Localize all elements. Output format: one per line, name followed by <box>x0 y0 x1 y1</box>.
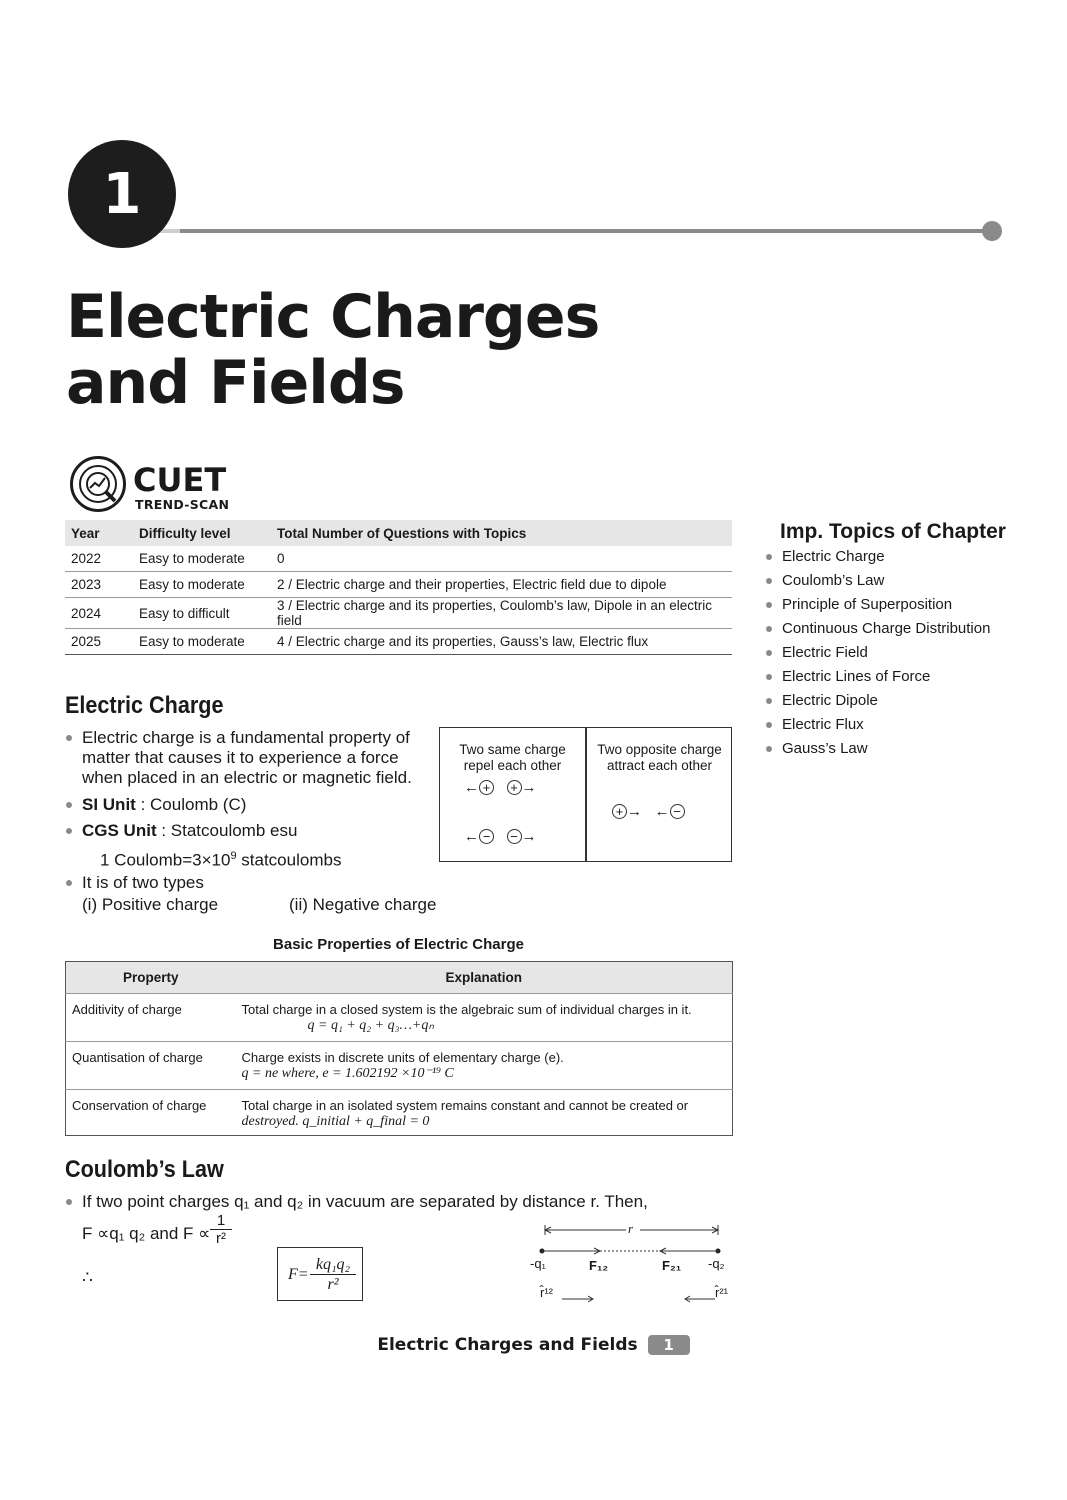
inverse-square-fraction <box>210 1212 232 1247</box>
types-intro-line <box>66 873 204 893</box>
table-cell: 2022 <box>65 546 133 572</box>
arrow-right-icon: → <box>627 803 642 820</box>
formula-denominator: r² <box>327 1276 339 1293</box>
explanation-text: Total charge in a closed system is the algebraic sum of individual charges in it. <box>241 1002 692 1017</box>
chapter-rule <box>100 229 990 233</box>
charge-2-label: -q₂ <box>708 1256 725 1271</box>
si-unit-label: SI Unit <box>82 795 136 814</box>
imp-topics-list <box>766 546 990 762</box>
explanation-formula: q = q₁ + q₂ + q₃…+qₙ <box>307 1018 434 1033</box>
chapter-title-line-2: and Fields <box>66 348 405 418</box>
proportionality <box>82 1224 210 1244</box>
arrow-left-icon: ← <box>464 828 479 845</box>
arrow-right-icon: → <box>521 779 537 796</box>
therefore-symbol: ∴ <box>82 1268 93 1287</box>
table-cell: 0 <box>271 546 732 572</box>
property-explanation <box>236 994 733 1042</box>
bullet-icon <box>66 1199 72 1205</box>
formula-lhs: F= <box>288 1266 309 1283</box>
page-number: 1 <box>648 1335 690 1355</box>
same-charge-caption-line-2: repel each other <box>463 758 562 773</box>
list-item <box>766 714 990 738</box>
bullet-icon <box>66 880 72 886</box>
same-charge-caption <box>440 742 585 774</box>
table-row <box>66 1042 733 1090</box>
conversion-exponent: 9 <box>230 850 237 862</box>
positive-repel-row <box>464 779 537 796</box>
topic-label: Electric Charge <box>782 548 885 565</box>
table-row <box>65 572 732 598</box>
topic-label: Coulomb’s Law <box>782 572 885 589</box>
formula-fraction <box>310 1255 356 1294</box>
properties-header-property: Property <box>66 962 236 994</box>
trend-header-difficulty: Difficulty level <box>133 520 271 546</box>
unit-vector-21-label: r̂²¹ <box>715 1285 728 1300</box>
coulomb-statement: If two point charges q₁ and q₂ in vacuum are separated by distance r. Then, <box>82 1192 648 1211</box>
topic-label: Electric Field <box>782 644 868 661</box>
bullet-icon <box>766 626 772 632</box>
chapter-title-line-1: Electric Charges <box>66 282 600 352</box>
types-intro: It is of two types <box>82 873 204 892</box>
explanation-text: Charge exists in discrete units of elementary charge (e). <box>241 1050 564 1065</box>
properties-header-explanation: Explanation <box>236 962 733 994</box>
minus-charge-icon: − <box>479 829 494 844</box>
coulomb-heading: Coulomb’s Law <box>65 1156 224 1183</box>
chapter-rule-dot <box>982 221 1002 241</box>
table-cell: Easy to difficult <box>133 598 271 629</box>
si-unit-line <box>66 795 246 815</box>
proportionality-text: F ∝q₁ q₂ and F ∝ <box>82 1224 211 1243</box>
negative-repel-row <box>464 828 537 845</box>
plus-charge-icon: + <box>612 804 627 819</box>
table-cell: Easy to moderate <box>133 546 271 572</box>
list-item <box>766 690 990 714</box>
attract-row <box>612 803 685 820</box>
trend-header-questions: Total Number of Questions with Topics <box>271 520 732 546</box>
same-charge-caption-line-1: Two same charge <box>459 742 566 757</box>
trend-header-year: Year <box>65 520 133 546</box>
property-name: Conservation of charge <box>72 1098 207 1113</box>
table-cell: 4 / Electric charge and its properties, Gauss’s law, Electric flux <box>271 629 732 655</box>
list-item <box>766 594 990 618</box>
table-row <box>65 598 732 629</box>
conversion-unit: statcoulombs <box>236 850 342 870</box>
bullet-icon <box>766 746 772 752</box>
opposite-charge-caption <box>587 742 732 774</box>
bullet-icon <box>766 578 772 584</box>
table-row <box>65 629 732 655</box>
bullet-icon <box>766 650 772 656</box>
table-row <box>66 994 733 1042</box>
list-item <box>766 738 990 762</box>
distance-label: r <box>628 1221 634 1236</box>
unit-vector-12-label: r̂¹² <box>540 1285 553 1300</box>
conversion-base: 1 Coulomb=3×10 <box>100 850 231 870</box>
cgs-unit-value: : Statcoulomb esu <box>161 821 298 840</box>
list-item <box>766 642 990 666</box>
conversion-line <box>100 846 341 871</box>
table-row <box>66 1090 733 1136</box>
table-cell: Easy to moderate <box>133 629 271 655</box>
property-name: Quantisation of charge <box>66 1042 236 1090</box>
properties-caption: Basic Properties of Electric Charge <box>273 936 524 953</box>
force-12-label: F₁₂ <box>589 1258 609 1273</box>
minus-charge-icon: − <box>507 829 522 844</box>
bullet-icon <box>766 722 772 728</box>
coulomb-statement-line <box>66 1192 648 1212</box>
cgs-unit-label: CGS Unit <box>82 821 157 840</box>
table-cell: 3 / Electric charge and its properties, Coulomb’s law, Dipole in an electric field <box>271 598 732 629</box>
bullet-icon <box>766 602 772 608</box>
definition-text: Electric charge is a fundamental property of matter that causes it to experience a force when placed in an electric or magnetic field. <box>82 728 412 787</box>
footer-title: Electric Charges and Fields <box>377 1335 638 1355</box>
arrow-left-icon: ← <box>464 779 479 796</box>
charge-1-label: -q₁ <box>530 1256 546 1271</box>
bullet-icon <box>766 554 772 560</box>
bullet-icon <box>66 802 72 808</box>
topic-label: Gauss’s Law <box>782 740 868 757</box>
fraction-denominator: r² <box>216 1230 226 1247</box>
formula-numerator: kq₁q₂ <box>310 1255 356 1275</box>
table-cell: Easy to moderate <box>133 572 271 598</box>
table-cell: 2 / Electric charge and their properties, Electric field due to dipole <box>271 572 732 598</box>
opposite-charge-caption-line-1: Two opposite charge <box>597 742 722 757</box>
fraction-numerator: 1 <box>210 1212 232 1230</box>
coulomb-formula-box <box>277 1247 363 1301</box>
coulomb-force-diagram <box>530 1218 735 1308</box>
trend-table <box>65 520 732 655</box>
logo-subtitle: TREND-SCAN <box>135 497 230 512</box>
bullet-icon <box>66 828 72 834</box>
force-21-label: F₂₁ <box>662 1258 682 1273</box>
page-footer <box>0 1335 1067 1355</box>
bullet-icon <box>766 674 772 680</box>
si-unit-value: : Coulomb (C) <box>140 795 247 814</box>
property-name: Additivity of charge <box>66 994 236 1042</box>
topic-label: Electric Flux <box>782 716 864 733</box>
table-cell: 2025 <box>65 629 133 655</box>
plus-charge-icon: + <box>507 780 522 795</box>
electric-charge-heading: Electric Charge <box>65 692 224 719</box>
bullet-icon <box>766 698 772 704</box>
explanation-formula: q = ne where, e = 1.602192 ×10⁻¹⁹ C <box>241 1066 454 1081</box>
property-explanation <box>236 1042 733 1090</box>
cgs-unit-line <box>66 821 297 841</box>
properties-table <box>65 961 733 1136</box>
definition-bullet <box>66 728 431 788</box>
topic-label: Electric Dipole <box>782 692 878 709</box>
table-cell: 2024 <box>65 598 133 629</box>
chapter-title <box>66 284 599 416</box>
type-positive: (i) Positive charge <box>82 895 219 914</box>
minus-charge-icon: − <box>670 804 685 819</box>
logo-title: CUET <box>133 461 227 499</box>
explanation-text: Total charge in an isolated system remains constant and cannot be created or <box>241 1098 689 1113</box>
arrow-left-icon: ← <box>654 803 670 820</box>
table-cell: 2023 <box>65 572 133 598</box>
list-item <box>766 666 990 690</box>
list-item <box>766 570 990 594</box>
arrow-right-icon: → <box>521 828 537 845</box>
topic-label: Principle of Superposition <box>782 596 953 613</box>
explanation-formula: destroyed. q_initial + q_final = 0 <box>241 1114 430 1129</box>
imp-topics-heading: Imp. Topics of Chapter <box>780 520 1006 543</box>
topic-label: Electric Lines of Force <box>782 668 931 685</box>
trend-scan-logo-icon <box>70 456 126 512</box>
plus-charge-icon: + <box>479 780 494 795</box>
bullet-icon <box>66 735 72 741</box>
type-negative: (ii) Negative charge <box>289 895 437 914</box>
table-row <box>65 546 732 572</box>
opposite-charge-caption-line-2: attract each other <box>606 758 713 773</box>
list-item <box>766 618 990 642</box>
chapter-number: 1 <box>68 140 176 248</box>
list-item <box>766 546 990 570</box>
topic-label: Continuous Charge Distribution <box>782 620 991 637</box>
property-explanation <box>236 1090 733 1136</box>
